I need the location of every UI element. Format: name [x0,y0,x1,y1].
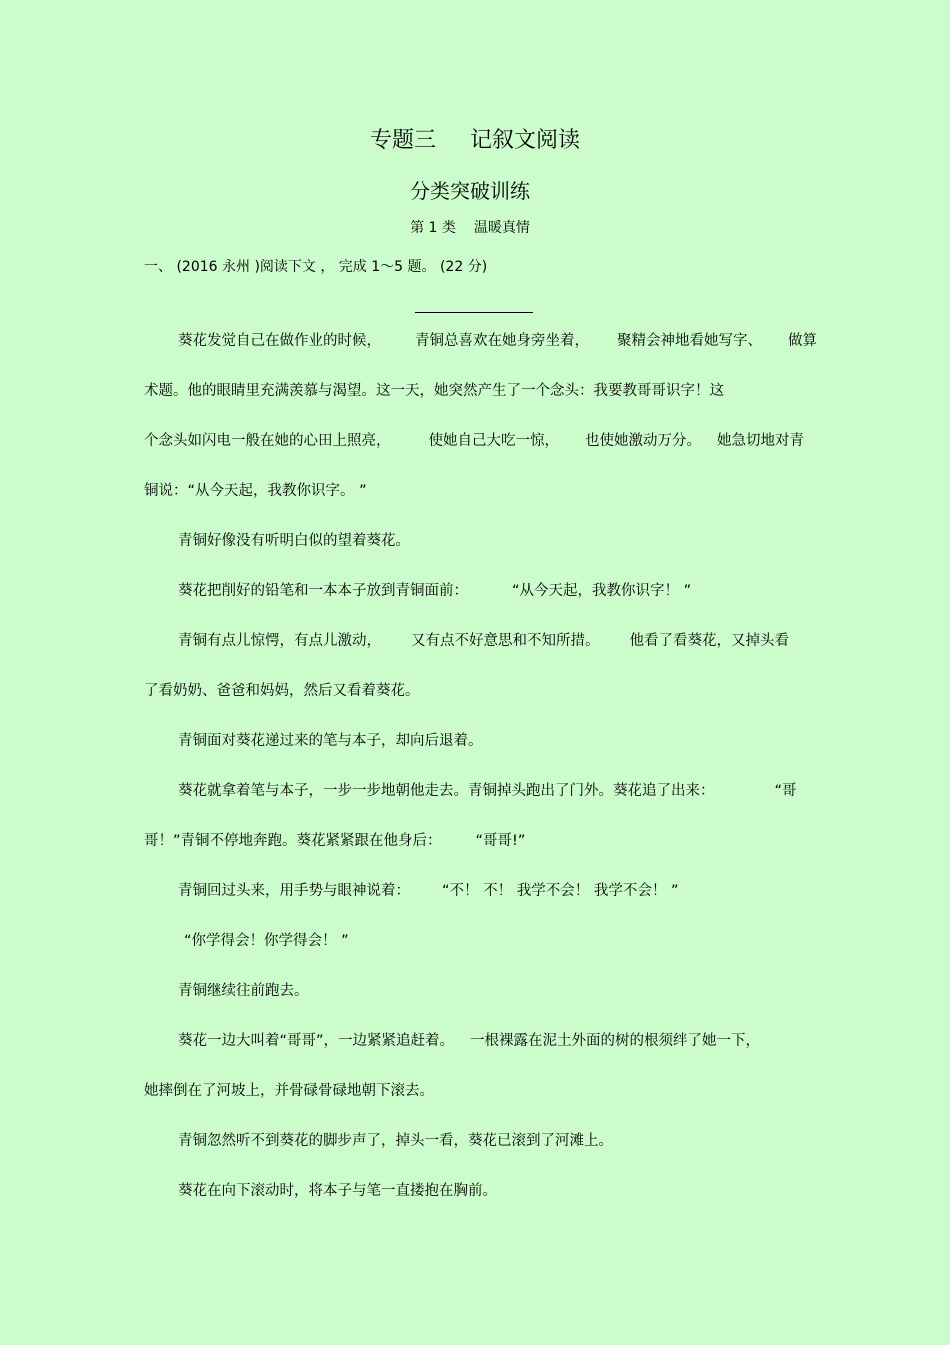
passage-line: 铜说：“从今天起，我教你识字。 ” [144,483,367,499]
title-part-subject: 记叙文阅读 [470,128,581,153]
passage-line: 青铜回过头来，用手势与眼神说着： “不！ 不！ 我学不会！ 我学不会！ ” [178,883,679,899]
passage-line: 葵花在向下滚动时，将本子与笔一直搂抱在胸前。 [178,1183,497,1199]
title-part-topic: 专题三 [369,128,436,153]
divider-rule [415,312,533,313]
page-subtitle: 分类突破训练 [410,179,530,203]
passage-line: 术题。他的眼睛里充满羡慕与渴望。这一天，她突然产生了一个念头：我要教哥哥识字！这 [144,383,724,399]
passage-line: 葵花一边大叫着“哥哥”，一边紧紧追赶着。 一根裸露在泥土外面的树的根须绊了她一下， [178,1033,761,1049]
passage-line: 葵花发觉自己在做作业的时候， 青铜总喜欢在她身旁坐着， 聚精会神地看她写字、 做算 [178,333,817,349]
passage-line: 哥！”青铜不停地奔跑。葵花紧紧跟在他身后： “哥哥!” [144,833,526,849]
question-prompt: 一、 (2016 永州 )阅读下文 ， 完成 1～5 题。 (22 分) [144,259,488,275]
passage-line: 青铜有点儿惊愕，有点儿激动， 又有点不好意思和不知所措。 他看了看葵花，又掉头看 [178,633,789,649]
passage-line: 青铜面对葵花递过来的笔与本子，却向后退着。 [178,733,483,749]
category-name: 温暖真情 [473,220,530,236]
passage-line: 了看奶奶、爸爸和妈妈，然后又看着葵花。 [144,683,420,699]
passage-line: “你学得会！你学得会！ ” [184,933,349,949]
passage-line: 她摔倒在了河坡上，并骨碌骨碌地朝下滚去。 [144,1083,434,1099]
passage-line: 葵花把削好的铅笔和一本本子放到青铜面前： “从今天起，我教你识字！ ” [178,583,692,599]
passage-line: 个念头如闪电一般在她的心田上照亮， 使她自己大吃一惊， 也使她激动万分。 她急切地对青 [144,433,804,449]
passage-line: 葵花就拿着笔与本子，一步一步地朝他走去。青铜掉头跑出了门外。葵花追了出来： “哥 [178,783,797,799]
passage-line: 青铜忽然听不到葵花的脚步声了，掉头一看，葵花已滚到了河滩上。 [178,1133,613,1149]
category-label: 第 1 类 [410,220,456,236]
page-title [0,126,950,156]
passage-line: 青铜好像没有听明白似的望着葵花。 [178,533,410,549]
category-heading [0,217,940,239]
passage-line: 青铜继续往前跑去。 [178,983,309,999]
